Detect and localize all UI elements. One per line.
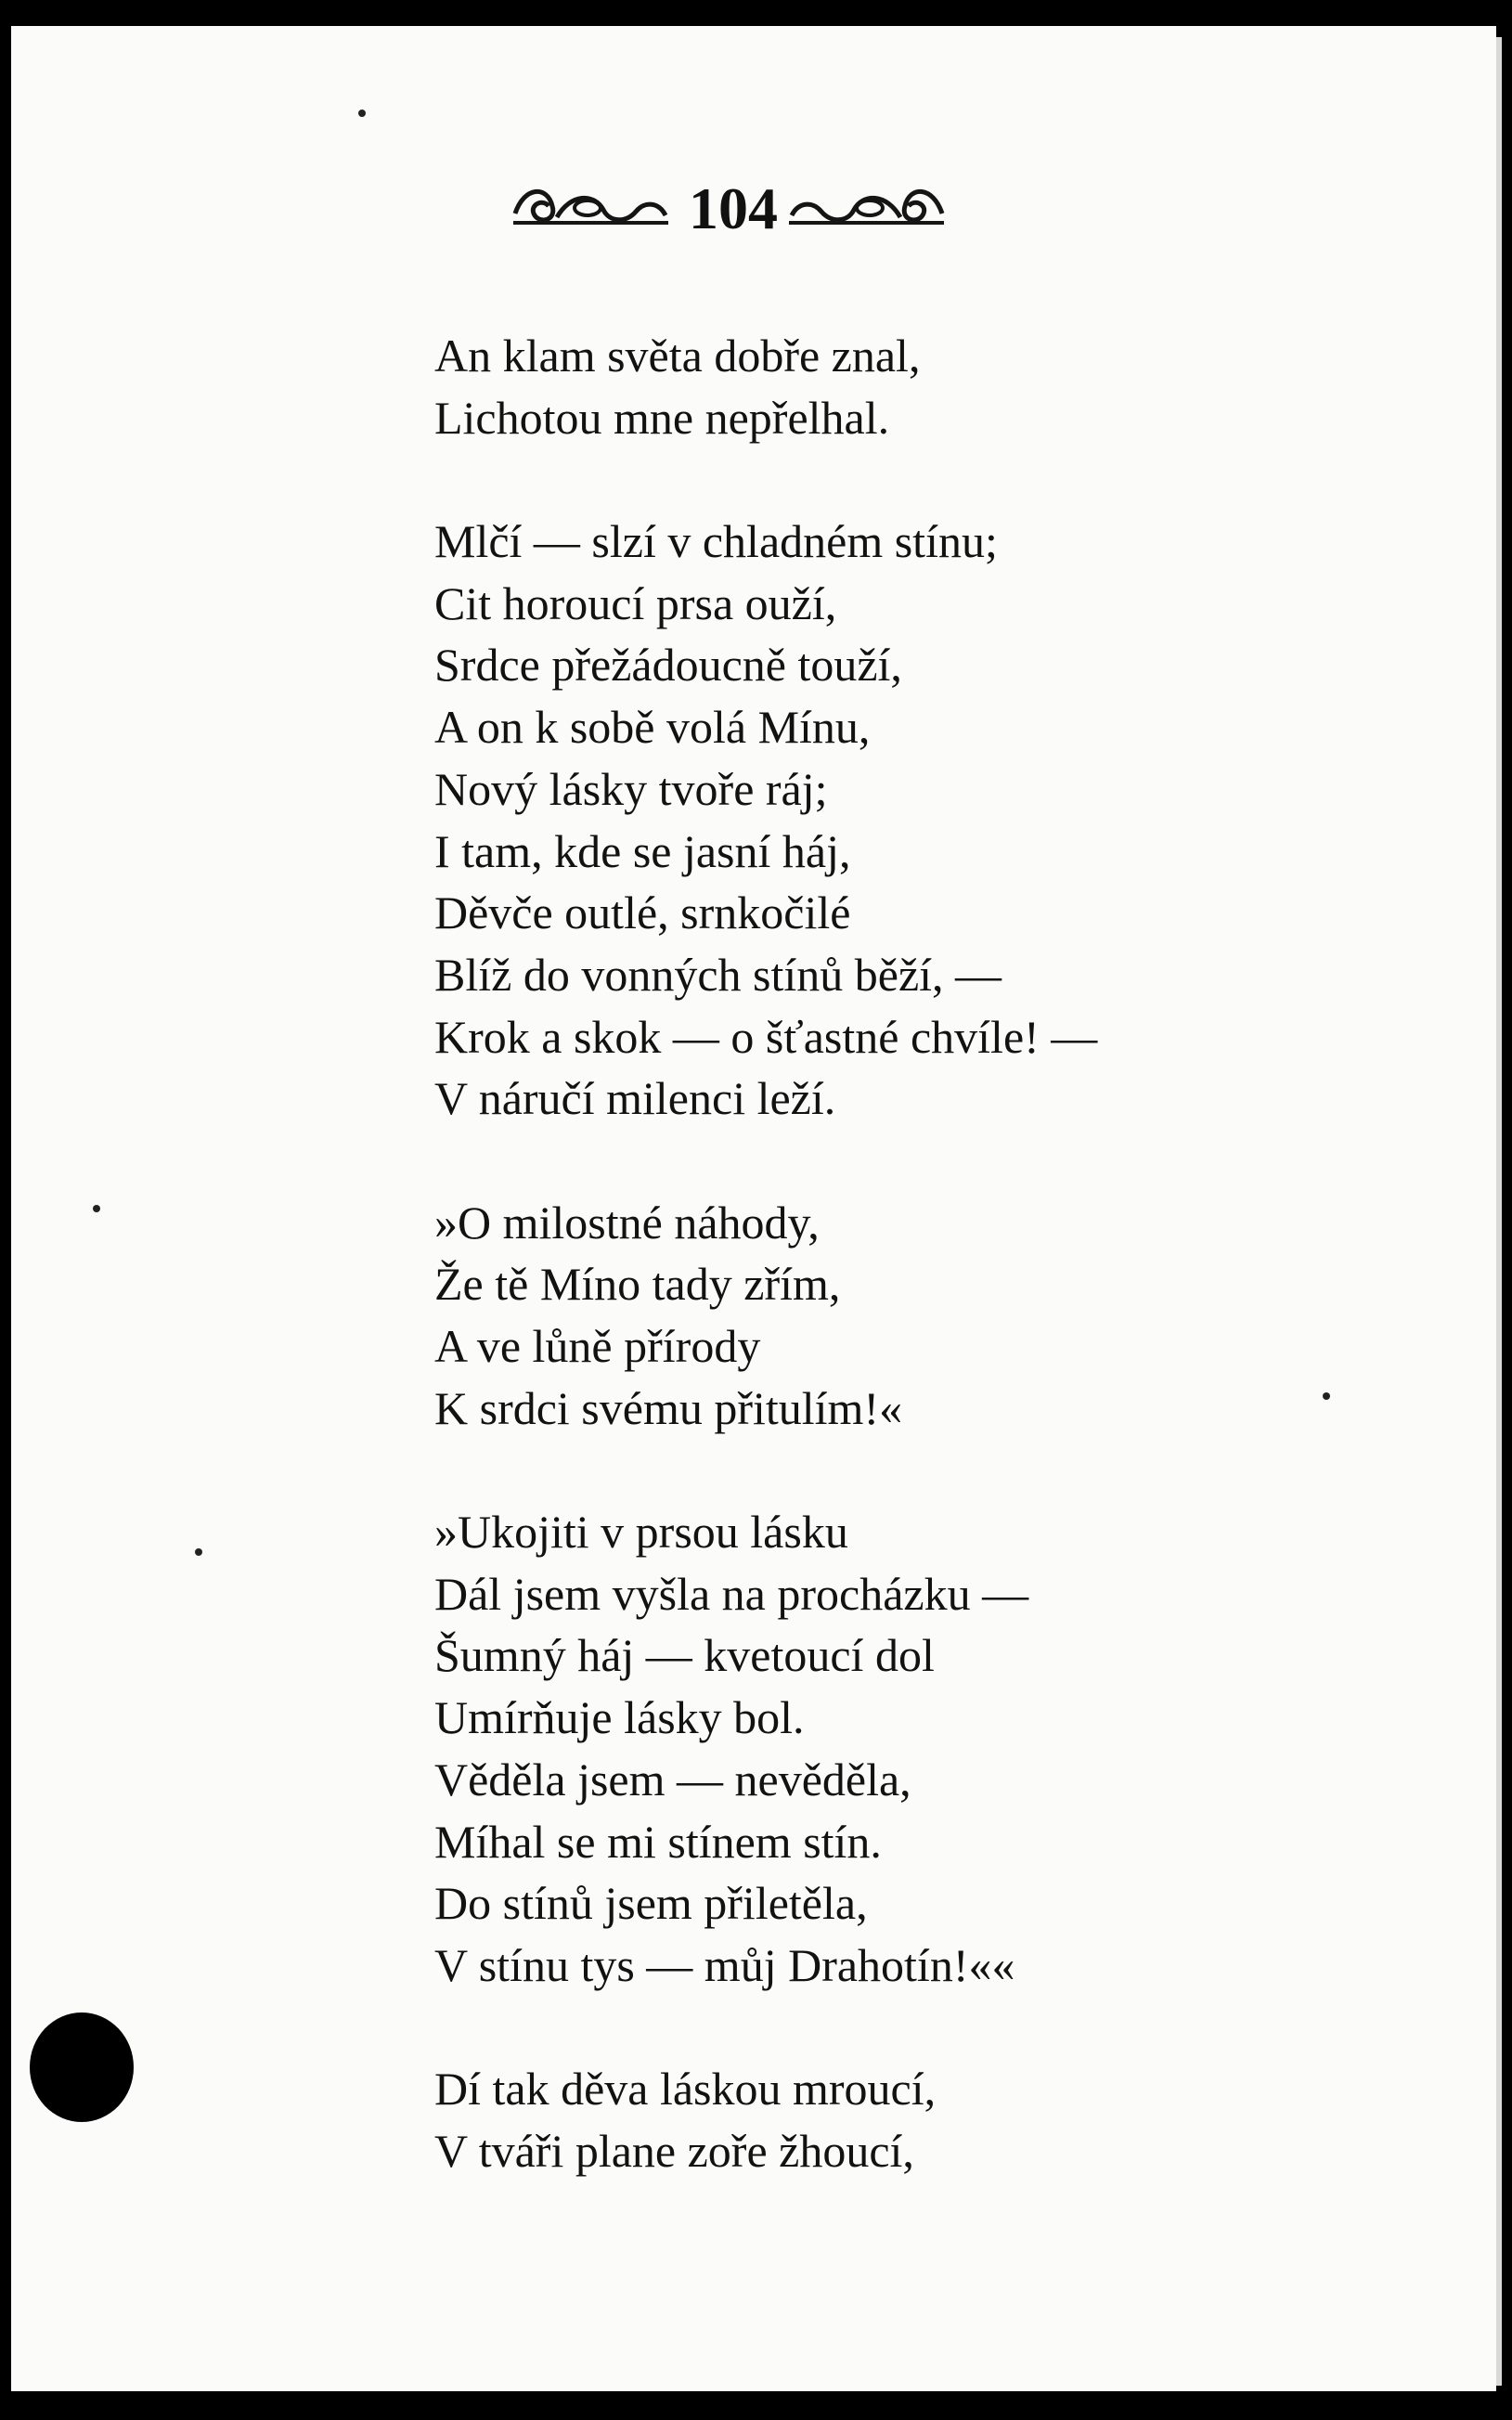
- stanza: [434, 511, 1363, 1130]
- poem-line: V náručí milenci leží.: [434, 1072, 836, 1125]
- stanza-gap: [434, 1130, 1363, 1192]
- scan-border: [0, 2391, 1512, 2420]
- poem-line: I tam, kde se jasní háj,: [434, 824, 851, 877]
- poem-line: Umírňuje lásky bol.: [434, 1691, 805, 1744]
- poem-line: Do stínů jsem přiletěla,: [434, 1877, 868, 1930]
- poem-line: Lichotou mne nepřelhal.: [434, 391, 890, 444]
- stanza: [434, 325, 1363, 448]
- stanza-gap: [434, 1439, 1363, 1501]
- stanza-gap: [434, 448, 1363, 511]
- poem-line: A on k sobě volá Mínu,: [434, 701, 871, 754]
- ink-speck: [195, 1548, 202, 1556]
- poem-line: Šumný háj — kvetoucí dol: [434, 1629, 935, 1682]
- poem-line: Mlčí — slzí v chladném stínu;: [434, 515, 998, 568]
- poem-line: V tváři plane zoře žhoucí,: [434, 2124, 914, 2177]
- poem-line: K srdci svému přitulím!«: [434, 1381, 903, 1434]
- stanza: [434, 2058, 1363, 2181]
- poem-line: Míhal se mi stínem stín.: [434, 1815, 882, 1868]
- poem-line: Cit horoucí prsa ouží,: [434, 576, 837, 629]
- page-header: [506, 167, 951, 251]
- stanza-gap: [434, 1997, 1363, 2059]
- poem-line: Dí tak děva láskou mroucí,: [434, 2063, 937, 2116]
- floral-flourish-icon: [784, 176, 951, 232]
- ink-speck: [358, 110, 366, 117]
- poem-line: Děvče outlé, srnkočilé: [434, 886, 851, 939]
- ink-speck: [93, 1205, 100, 1212]
- ink-blot: [30, 2012, 134, 2122]
- poem-line: V stínu tys — můj Drahotín!««: [434, 1938, 1015, 1991]
- ink-speck: [1323, 1392, 1330, 1400]
- stanza: [434, 1192, 1363, 1440]
- poem-line: »O milostné náhody,: [434, 1196, 820, 1249]
- poem-line: Blíž do vonných stínů běží, —: [434, 948, 1002, 1001]
- poem-line: Dál jsem vyšla na procházku —: [434, 1567, 1029, 1620]
- poem-line: Nový lásky tvoře ráj;: [434, 762, 828, 815]
- poem-line: Srdce přežádoucně touží,: [434, 639, 902, 692]
- page-edge: [1496, 37, 1502, 2386]
- poem-line: »Ukojiti v prsou lásku: [434, 1506, 848, 1559]
- poem-line: Krok a skok — o šťastné chvíle! —: [434, 1010, 1098, 1063]
- poem-text: [434, 325, 1363, 2182]
- poem-line: An klam světa dobře znal,: [434, 330, 921, 382]
- floral-flourish-icon: [506, 176, 673, 232]
- poem-line: Věděla jsem — nevěděla,: [434, 1753, 911, 1805]
- poem-line: A ve lůně přírody: [434, 1320, 761, 1372]
- stanza: [434, 1501, 1363, 1997]
- page-number: 104: [689, 175, 778, 241]
- poem-line: Že tě Míno tady zřím,: [434, 1258, 841, 1311]
